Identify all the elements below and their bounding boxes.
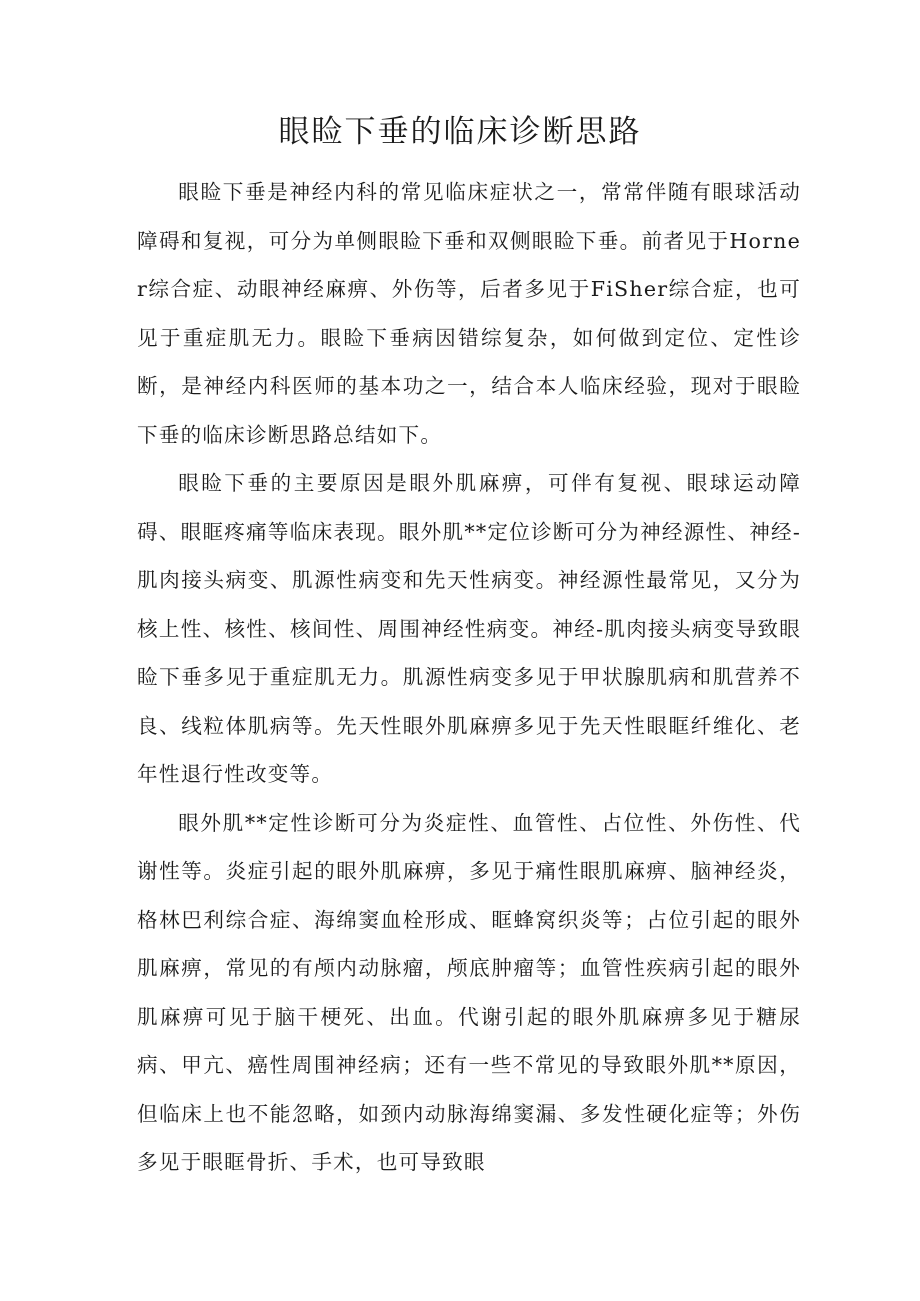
document-body [137, 168, 801, 1187]
document-title: 眼睑下垂的临床诊断思路 [278, 114, 642, 150]
paragraph-3: 眼外肌**定性诊断可分为炎症性、血管性、占位性、外伤性、代谢性等。炎症引起的眼外肌麻痹，多见于痛性眼肌麻痹、脑神经炎，格林巴利综合症、海绵窦血栓形成、眶蜂窝织炎等；占位引起的眼外肌麻痹，常见的有颅内动脉瘤，颅底肿瘤等；血管性疾病引起的眼外肌麻痹可见于脑干梗死、出血。代谢引起的眼外肌麻痹多见于糖尿病、甲亢、癌性周围神经病；还有一些不常见的导致眼外肌**原因，但临床上也不能忽略，如颈内动脉海绵窦漏、多发性硬化症等；外伤多见于眼眶骨折、手术，也可导致眼 [137, 810, 801, 1174]
paragraph-1: 眼睑下垂是神经内科的常见临床症状之一，常常伴随有眼球活动障碍和复视，可分为单侧眼睑下垂和双侧眼睑下垂。前者见于Horner综合症、动眼神经麻痹、外伤等，后者多见于FiSher综合症，也可见于重症肌无力。眼睑下垂病因错综复杂，如何做到定位、定性诊断，是神经内科医师的基本功之一，结合本人临床经验，现对于眼睑下垂的临床诊断思路总结如下。 [137, 180, 801, 447]
paragraph-2: 眼睑下垂的主要原因是眼外肌麻痹，可伴有复视、眼球运动障碍、眼眶疼痛等临床表现。眼外肌**定位诊断可分为神经源性、神经-肌肉接头病变、肌源性病变和先天性病变。神经源性最常见，又分为核上性、核性、核间性、周围神经性病变。神经-肌肉接头病变导致眼睑下垂多见于重症肌无力。肌源性病变多见于甲状腺肌病和肌营养不良、线粒体肌病等。先天性眼外肌麻痹多见于先天性眼眶纤维化、老年性退行性改变等。 [137, 471, 801, 786]
